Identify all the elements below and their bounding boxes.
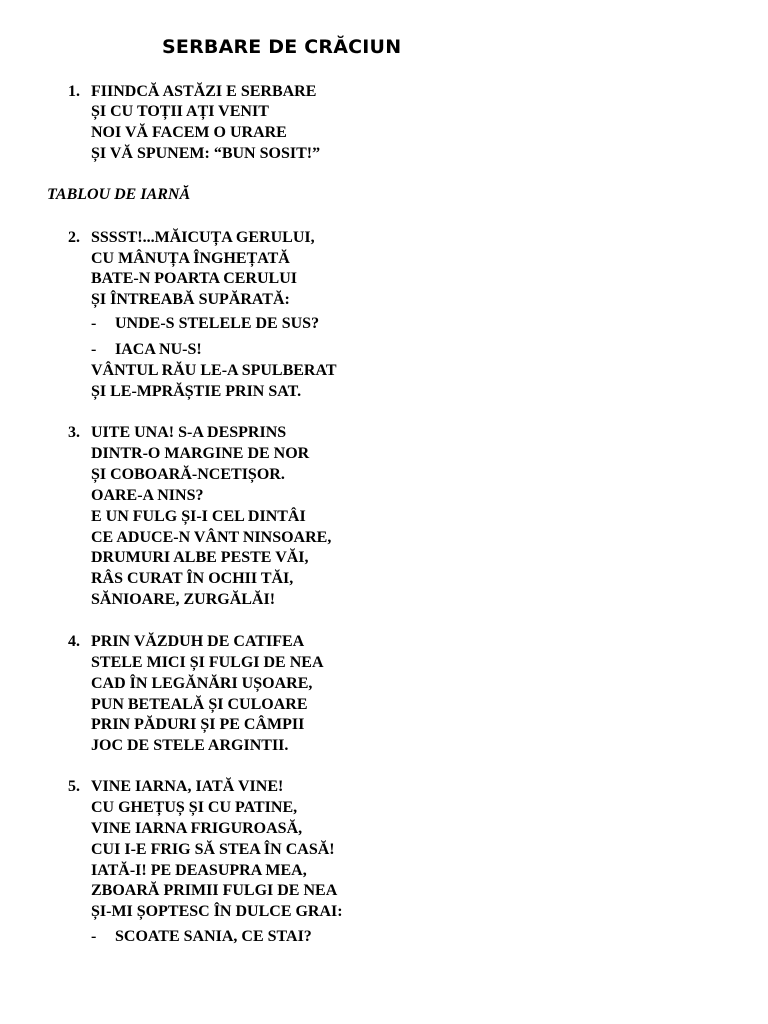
verse-line: SSSST!...MĂICUȚA GERULUI, bbox=[91, 229, 315, 246]
stanza-number: 1. bbox=[68, 83, 80, 100]
verse-line: ZBOARĂ PRIMII FULGI DE NEA bbox=[91, 882, 338, 899]
verse-line: STELE MICI ȘI FULGI DE NEA bbox=[91, 654, 324, 671]
verse-line: PRIN VĂZDUH DE CATIFEA bbox=[91, 633, 305, 650]
verse-line: DINTR-O MARGINE DE NOR bbox=[91, 445, 310, 462]
verse-line: RÂS CURAT ÎN OCHII TĂI, bbox=[91, 570, 294, 587]
verse-line: E UN FULG ȘI-I CEL DINTÂI bbox=[91, 508, 306, 525]
dialogue-dash: - bbox=[91, 928, 97, 945]
dialogue-dash: - bbox=[91, 315, 97, 332]
stanza-number: 2. bbox=[68, 229, 80, 246]
verse-line: FIINDCĂ ASTĂZI E SERBARE bbox=[91, 83, 317, 100]
stanza-number: 4. bbox=[68, 633, 80, 650]
verse-line: SĂNIOARE, ZURGĂLĂI! bbox=[91, 591, 276, 608]
verse-line: VÂNTUL RĂU LE-A SPULBERAT bbox=[91, 362, 337, 379]
verse-line: UITE UNA! S-A DESPRINS bbox=[91, 424, 287, 441]
verse-line: ȘI LE-MPRĂȘTIE PRIN SAT. bbox=[91, 383, 302, 400]
page-title: SERBARE DE CRĂCIUN bbox=[162, 36, 402, 58]
verse-line: ȘI ÎNTREABĂ SUPĂRATĂ: bbox=[91, 291, 290, 308]
verse-line: OARE-A NINS? bbox=[91, 487, 204, 504]
verse-line: IATĂ-I! PE DEASUPRA MEA, bbox=[91, 862, 307, 879]
verse-line: VINE IARNA, IATĂ VINE! bbox=[91, 778, 284, 795]
verse-line: ȘI-MI ȘOPTESC ÎN DULCE GRAI: bbox=[91, 903, 343, 920]
verse-line: CU GHEȚUȘ ȘI CU PATINE, bbox=[91, 799, 298, 816]
verse-line: JOC DE STELE ARGINTII. bbox=[91, 737, 289, 754]
dialogue-line: UNDE-S STELELE DE SUS? bbox=[115, 315, 320, 332]
stanza-number: 5. bbox=[68, 778, 80, 795]
verse-line: PRIN PĂDURI ȘI PE CÂMPII bbox=[91, 716, 305, 733]
verse-line: CAD ÎN LEGĂNĂRI UȘOARE, bbox=[91, 675, 313, 692]
section-heading: TABLOU DE IARNĂ bbox=[47, 186, 191, 203]
verse-line: ȘI COBOARĂ-NCETIȘOR. bbox=[91, 466, 285, 483]
dialogue-line: SCOATE SANIA, CE STAI? bbox=[115, 928, 312, 945]
verse-line: PUN BETEALĂ ȘI CULOARE bbox=[91, 696, 308, 713]
verse-line: BATE-N POARTA CERULUI bbox=[91, 270, 297, 287]
verse-line: ȘI VĂ SPUNEM: “BUN SOSIT!” bbox=[91, 145, 321, 162]
dialogue-line: IACA NU-S! bbox=[115, 341, 202, 358]
verse-line: DRUMURI ALBE PESTE VĂI, bbox=[91, 549, 309, 566]
verse-line: CUI I-E FRIG SĂ STEA ÎN CASĂ! bbox=[91, 841, 335, 858]
verse-line: CU MÂNUȚA ÎNGHEȚATĂ bbox=[91, 250, 290, 267]
verse-line: CE ADUCE-N VÂNT NINSOARE, bbox=[91, 529, 332, 546]
stanza-number: 3. bbox=[68, 424, 80, 441]
verse-line: ȘI CU TOȚII AȚI VENIT bbox=[91, 103, 269, 120]
verse-line: NOI VĂ FACEM O URARE bbox=[91, 124, 287, 141]
verse-line: VINE IARNA FRIGUROASĂ, bbox=[91, 820, 303, 837]
dialogue-dash: - bbox=[91, 341, 97, 358]
